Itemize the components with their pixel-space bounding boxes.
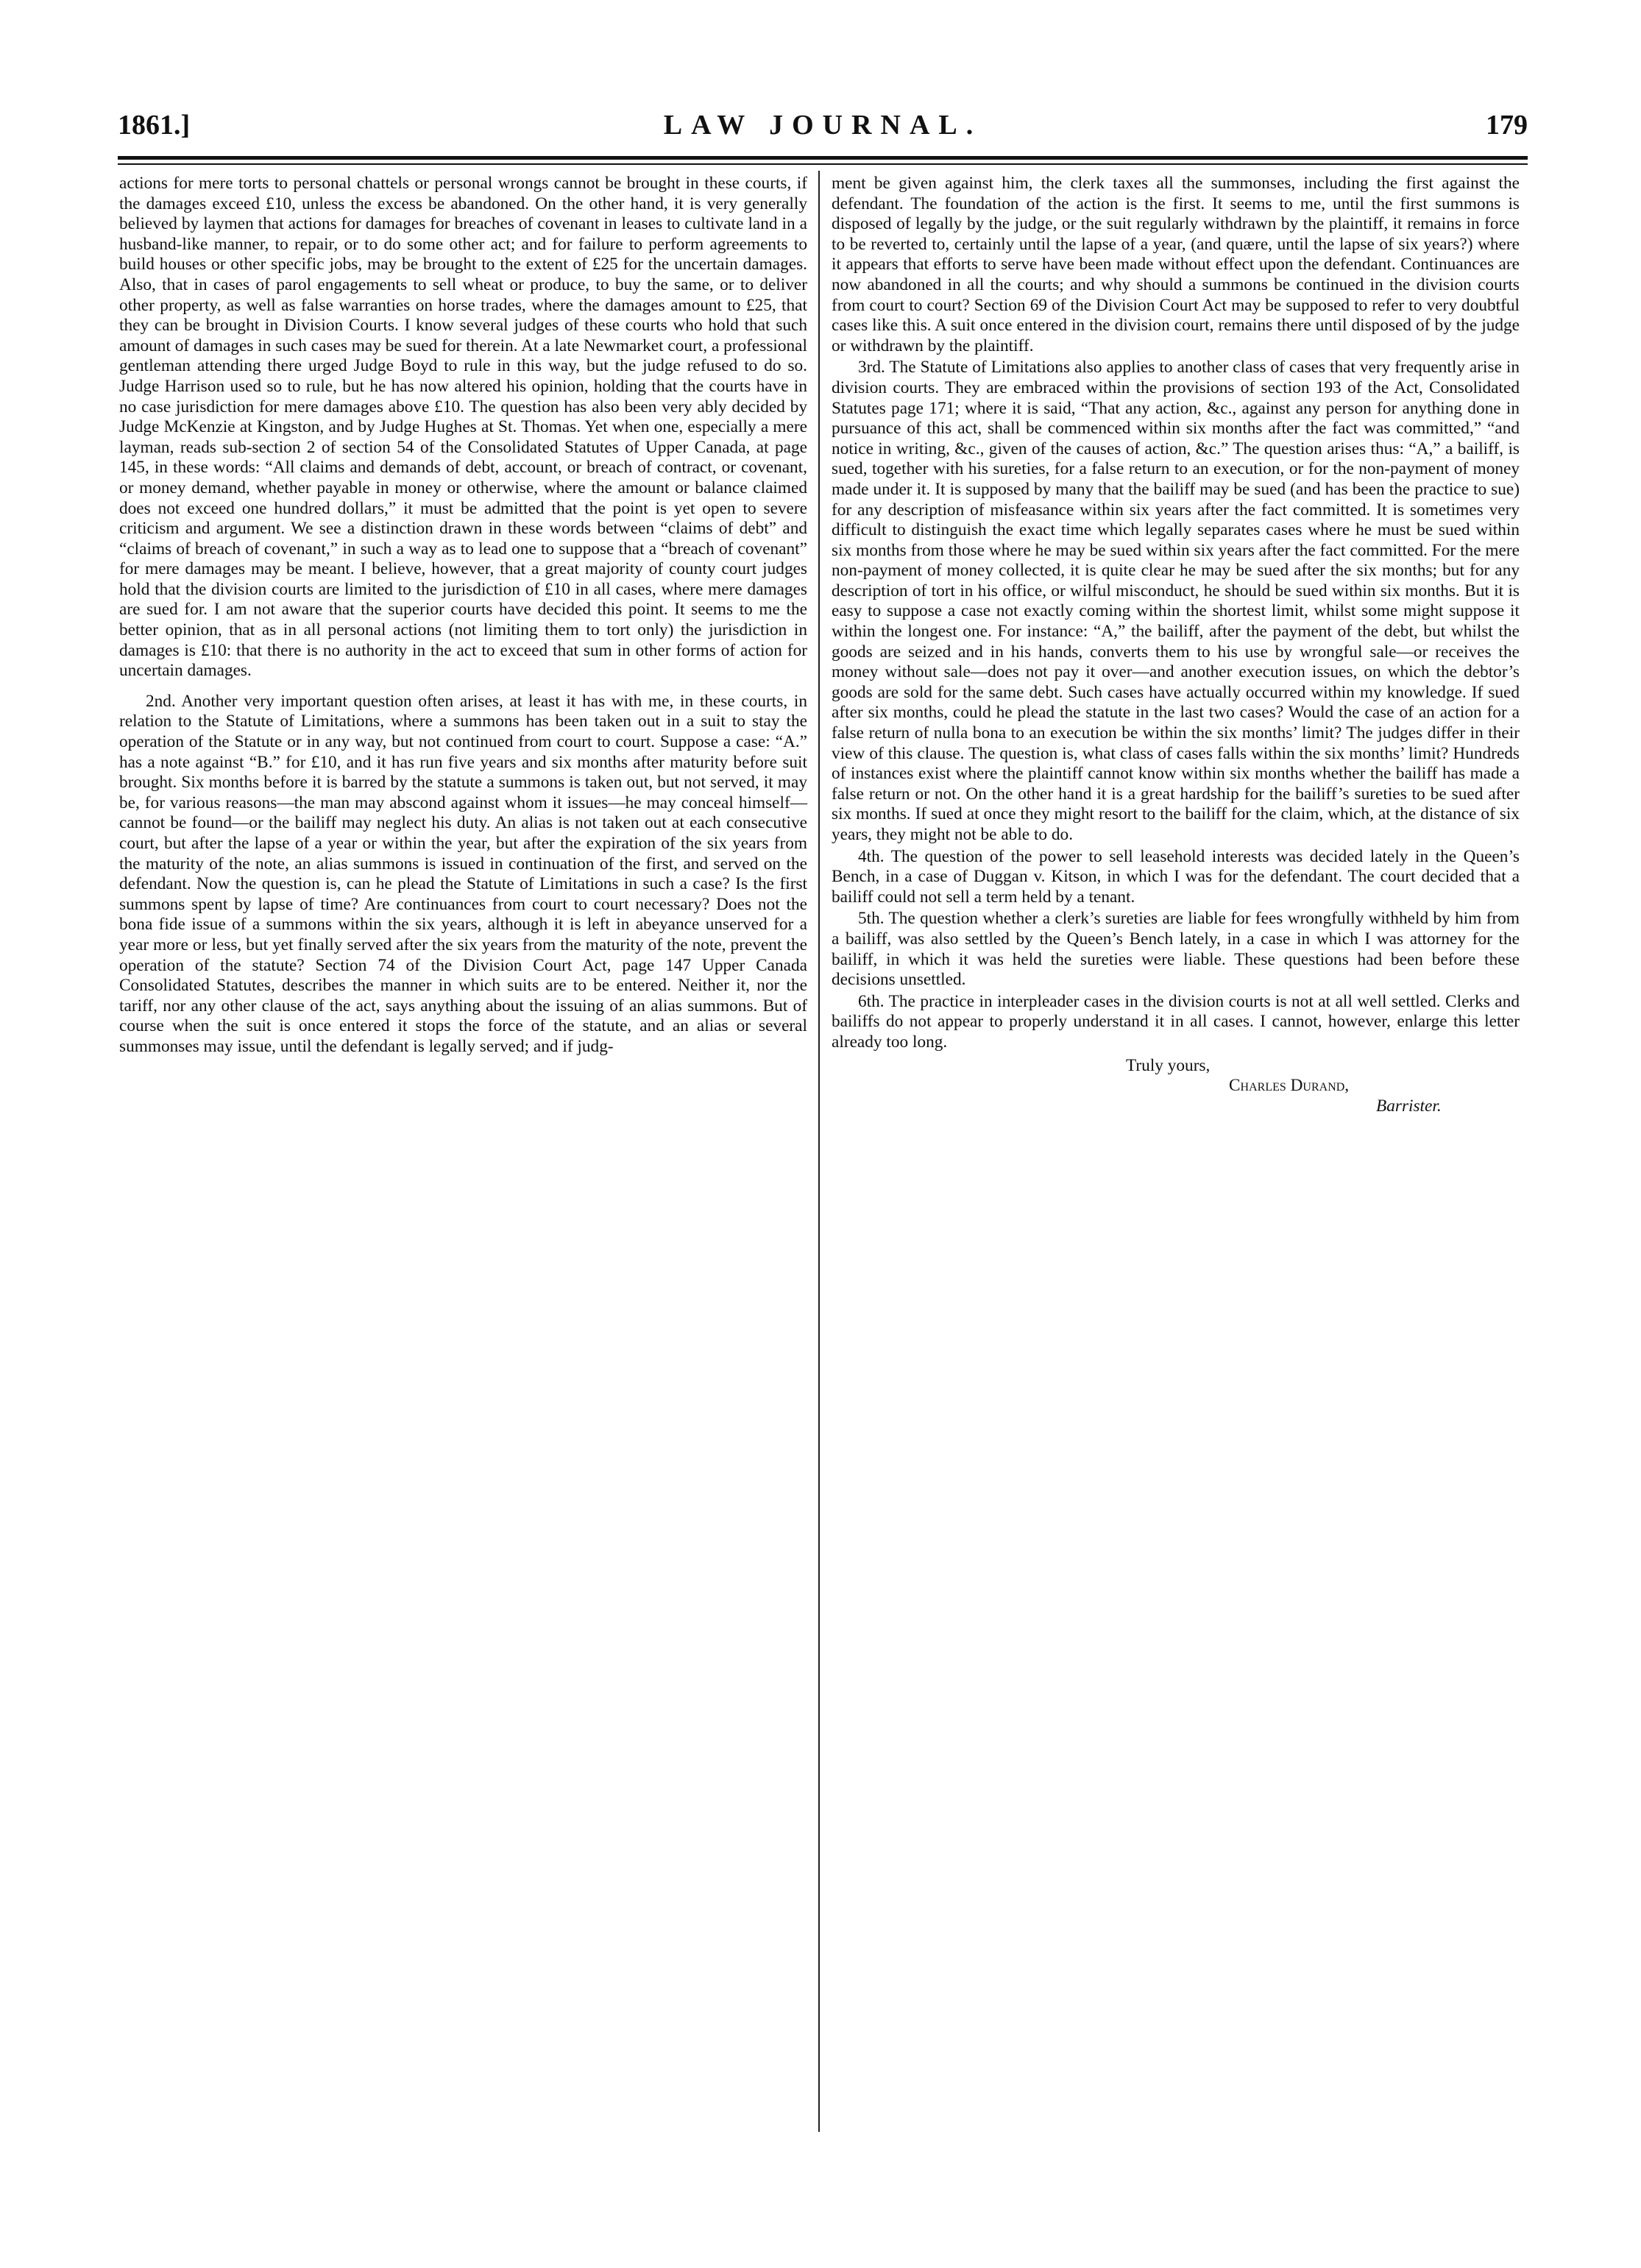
- closing-salutation: Truly yours,: [1126, 1055, 1211, 1075]
- right-paragraph-4: 5th. The question whether a clerk’s sureties are liable for fees wrongfully withheld by him from a bailiff, was also settled by the Queen’s Bench lately, in a case in which I was attorney for the bailiff, in which it was held the sureties were liable. These questions had been before these decisions unsettled.: [832, 909, 1520, 990]
- header-rule-thin: [118, 163, 1528, 165]
- right-paragraph-3: 4th. The question of the power to sell leasehold interests was decided lately in the Queen’s Bench, in a case of Duggan v. Kitson, in which I was for the defendant. The court decided that a bailiff could not sell a term held by a tenant.: [832, 846, 1520, 907]
- author-name: Charles Durand,: [1229, 1076, 1350, 1096]
- page-number: 179: [1486, 110, 1528, 141]
- right-paragraph-2: 3rd. The Statute of Limitations also applies to another class of cases that very frequently arise in division courts. They are embraced within the provisions of section 193 of the Act, Consolidated Statutes page 171; where it is said, “That any action, &c., against any person for anything done in pursuance of this act, shall be commenced within six months after the fact was committed,” “and notice in writing, &c., given of the causes of action, &c.” The question arises thus: “A,” a bailiff, is sued, together with his sureties, for a false return to an execution, or for the non-payment of money made under it. It is supposed by many that the bailiff may be sued (and has been the practice to sue) for any description of misfeasance within six years after the fact committed. It is sometimes very difficult to distinguish the exact time which legally separates cases where he must be sued within six months from those where he may be sued within six years after the fact committed. For the mere non-payment of money collected, it is quite clear he may be sued after the six months; but for any description of tort in his office, or wilful misconduct, he should be sued within six months. But it is easy to suppose a case not exactly coming within the shortest limit, whilst some might suppose it within the longest one. For instance: “A,” the bailiff, after the payment of the debt, but whilst the goods are seized and in his hands, converts them to his use by wrongful sale—or receives the money without sale—does not pay it over—and another execution issues, on which the debtor’s goods are sold for the same debt. Such cases have actually occurred within my knowledge. If sued after six months, could he plead the statute in the last two cases? Would the case of an action for a false return of nulla bona to an execution be within the six months’ limit? The judges differ in their view of this clause. The question is, what class of cases falls within the six months’ limit? Hundreds of instances exist where the plaintiff cannot know within six months whether the bailiff has made a false return or not. On the other hand it is a great hardship for the bailiff’s sureties to be sued after six months. If sued at once they might resort to the bailiff for the claim, which, at the distance of six years, they might not be able to do.: [832, 358, 1520, 844]
- right-column: [832, 174, 1520, 1116]
- journal-title: LAW JOURNAL.: [663, 110, 982, 141]
- header-rule-thick: [118, 156, 1528, 160]
- column-divider: [818, 171, 820, 2132]
- signature-block: [832, 1056, 1520, 1117]
- left-paragraph-2: 2nd. Another very important question often arises, at least it has with me, in these courts, in relation to the Statute of Limitations, where a summons has been taken out in a suit to stay the operation of the Statute or in any way, but not continued from court to court. Suppose a case: “A.” has a note against “B.” for £10, and it has run five years and six months after maturity before suit brought. Six months before it is barred by the statute a summons is taken out, but not served, it may be, for various reasons—the man may abscond against whom it issues—he may conceal himself—cannot be found—or the bailiff may neglect his duty. An alias is not taken out at each consecutive court, but after the lapse of a year or within the year, but after the expiration of the six years from the maturity of the note, an alias summons is issued in continuation of the first, and served on the defendant. Now the question is, can he plead the Statute of Limitations in such a case? Is the first summons spent by lapse of time? Are continuances from court to court necessary? Does not the bona fide issue of a summons within the six years, although it is left in abeyance unserved for a year more or less, but yet finally served after the six years from the maturity of the note, prevent the operation of the statute? Section 74 of the Division Court Act, page 147 Upper Canada Consolidated Statutes, describes the manner in which suits are to be entered. Neither it, nor the tariff, nor any other clause of the act, says anything about the issuing of an alias summons. But of course when the suit is once entered it stops the force of the statute, and an alias or several summonses may issue, until the defendant is legally served; and if judg-: [119, 691, 807, 1056]
- right-paragraph-5: 6th. The practice in interpleader cases in the division courts is not at all well settled. Clerks and bailiffs do not appear to properly understand it in all cases. I cannot, however, enlarge this letter already too long.: [832, 991, 1520, 1052]
- running-header: [118, 109, 1528, 146]
- header-year: 1861.]: [118, 110, 191, 141]
- author-title: Barrister.: [1376, 1096, 1442, 1116]
- left-paragraph-1: actions for mere torts to personal chattels or personal wrongs cannot be brought in these courts, if the damages exceed £10, unless the excess be abandoned. On the other hand, it is very generally believed by laymen that actions for damages for breaches of covenant in leases to cultivate land in a husband-like manner, to repair, or to do some other act; and for failure to perform agreements to build houses or other specific jobs, may be brought to the extent of £25 for the uncertain damages. Also, that in cases of parol engagements to sell wheat or produce, to buy the same, or to deliver other property, as well as false warranties on horse trades, where the damages amount to £25, that they can be brought in Division Courts. I know several judges of these courts who hold that such amount of damages in such cases may be sued for therein. At a late Newmarket court, a professional gentleman attending there urged Judge Boyd to rule in this way, but the judge refused to do so. Judge Harrison used so to rule, but he has now altered his opinion, holding that the courts have in no case jurisdiction for mere damages above £10. The question has also been very ably decided by Judge McKenzie at Kingston, and by Judge Hughes at St. Thomas. Yet when one, especially a mere layman, reads sub-section 2 of section 54 of the Consolidated Statutes of Upper Canada, at page 145, in these words: “All claims and demands of debt, account, or breach of contract, or covenant, or money demand, whether payable in money or otherwise, where the amount or balance claimed does not exceed one hundred dollars,” it must be admitted that the point is yet open to severe criticism and argument. We see a distinction drawn in these words between “claims of debt” and “claims of breach of covenant,” in such a way as to lead one to suppose that a “breach of covenant” for mere damages may be meant. I believe, however, that a great majority of county court judges hold that the division courts are limited to the jurisdiction of £10 in all cases, where mere damages are sued for. I am not aware that the superior courts have decided this point. It seems to me the better opinion, that as in all personal actions (not limiting them to tort only) the jurisdiction in damages is £10: that there is no authority in the act to exceed that sum in other forms of action for uncertain damages.: [119, 174, 807, 681]
- left-column: [119, 174, 807, 1057]
- right-paragraph-1: ment be given against him, the clerk taxes all the summonses, including the first against the defendant. The foundation of the action is the first. It seems to me, until the first summons is disposed of legally by the judge, or the suit regularly withdrawn by the plaintiff, it remains in force to be reverted to, certainly until the lapse of a year, (and quære, until the lapse of six years?) where it appears that efforts to serve have been made without effect upon the defendant. Continuances are now abandoned in all the courts; and why should a summons be continued in the division courts from court to court? Section 69 of the Division Court Act may be supposed to refer to very doubtful cases like this. A suit once entered in the division court, remains there until disposed of by the judge or withdrawn by the plaintiff.: [832, 174, 1520, 355]
